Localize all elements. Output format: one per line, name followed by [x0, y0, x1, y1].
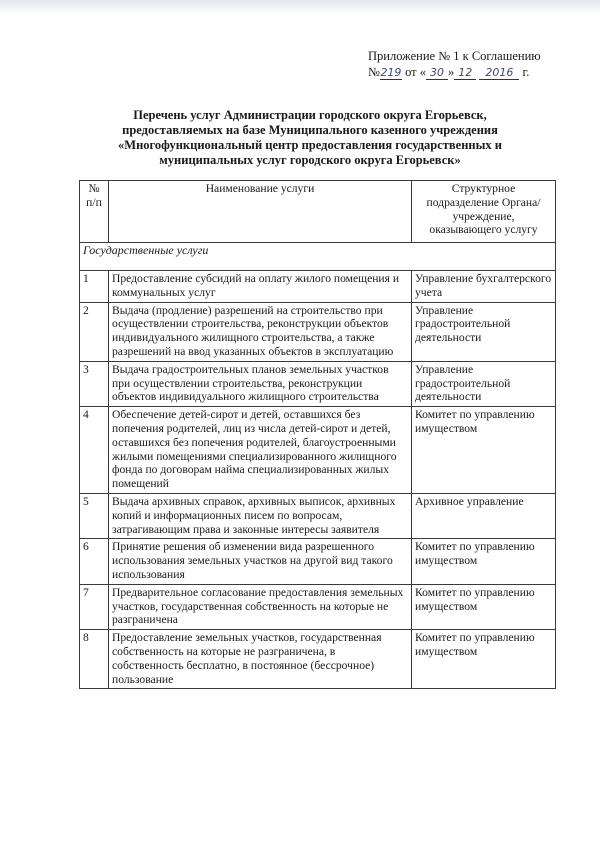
service-name: Предварительное согласование предоставления земельных участков, государственная собственность на которые не разграничена: [109, 584, 412, 629]
agreement-month: 12: [454, 66, 476, 80]
table-row: [80, 630, 556, 689]
title-line: муниципальных услуг городского округа Егорьевск»: [159, 153, 461, 167]
row-number: 1: [80, 271, 109, 303]
section-title: Государственные услуги: [80, 243, 556, 271]
appendix-title: Приложение № 1 к Соглашению: [368, 49, 541, 63]
service-department: Управление градостроительной деятельности: [412, 302, 556, 361]
from-label: от «: [405, 65, 426, 79]
service-department: Управление бухгалтерского учета: [412, 271, 556, 303]
scan-top-band: [0, 0, 600, 14]
row-number: 7: [80, 584, 109, 629]
service-name: Принятие решения об изменении вида разрешенного использования земельных участков на другой вид такого использования: [109, 539, 412, 584]
service-department: Комитет по управлению имуществом: [412, 539, 556, 584]
number-sign: №: [368, 65, 380, 79]
service-name: Выдача (продление) разрешений на строительство при осуществлении строительства, реконструкции объектов индивидуального жилищного строительства, а также разрешений на ввод указанных объектов в эксплуатацию: [109, 302, 412, 361]
day-close-quote: »: [448, 65, 455, 79]
service-name: Предоставление земельных участков, государственная собственность на которые не разграничена, в собственность бесплатно, в постоянное (бессрочное) пользование: [109, 630, 412, 689]
row-number: 4: [80, 407, 109, 494]
agreement-day: 30: [426, 66, 448, 80]
service-department: Комитет по управлению имуществом: [412, 630, 556, 689]
document-title: [80, 108, 540, 168]
table-row: [80, 584, 556, 629]
service-department: Комитет по управлению имуществом: [412, 407, 556, 494]
service-name: Обеспечение детей-сирот и детей, оставшихся без попечения родителей, лиц из числа детей-сирот и детей, оставшихся без попечения родителей, благоустроенными жилыми помещениями специализированного жилищного фонда по договорам найма специализированных жилых помещений: [109, 407, 412, 494]
service-department: Архивное управление: [412, 493, 556, 538]
agreement-year: 2016: [479, 66, 519, 80]
header-number: № п/п: [80, 181, 109, 243]
row-number: 6: [80, 539, 109, 584]
title-line: Перечень услуг Администрации городского округа Егорьевск,: [133, 108, 487, 122]
agreement-reference: [368, 64, 568, 80]
service-name: Предоставление субсидий на оплату жилого помещения и коммунальных услуг: [109, 271, 412, 303]
year-suffix: г.: [522, 65, 530, 79]
header-department: Структурное подразделение Органа/учреждение, оказывающего услугу: [412, 181, 556, 243]
service-department: Управление градостроительной деятельности: [412, 361, 556, 406]
row-number: 8: [80, 630, 109, 689]
row-number: 2: [80, 302, 109, 361]
title-line: предоставляемых на базе Муниципального казенного учреждения: [122, 123, 498, 137]
service-department: Комитет по управлению имуществом: [412, 584, 556, 629]
agreement-number: 219: [380, 66, 402, 79]
section-row: [80, 243, 556, 271]
table-row: [80, 493, 556, 538]
table-row: [80, 271, 556, 303]
table-row: [80, 361, 556, 406]
table-row: [80, 539, 556, 584]
table-header-row: [80, 181, 556, 243]
services-table: [79, 180, 556, 689]
appendix-header: [368, 48, 568, 80]
title-line: «Многофункциональный центр предоставления государственных и: [118, 138, 502, 152]
row-number: 5: [80, 493, 109, 538]
table-row: [80, 407, 556, 494]
service-name: Выдача архивных справок, архивных выписок, архивных копий и информационных писем по вопросам, затрагивающим права и законные интересы заявителя: [109, 493, 412, 538]
service-name: Выдача градостроительных планов земельных участков при осуществлении строительства, реконструкции объектов индивидуального жилищного строительства: [109, 361, 412, 406]
table-row: [80, 302, 556, 361]
row-number: 3: [80, 361, 109, 406]
header-service-name: Наименование услуги: [109, 181, 412, 243]
